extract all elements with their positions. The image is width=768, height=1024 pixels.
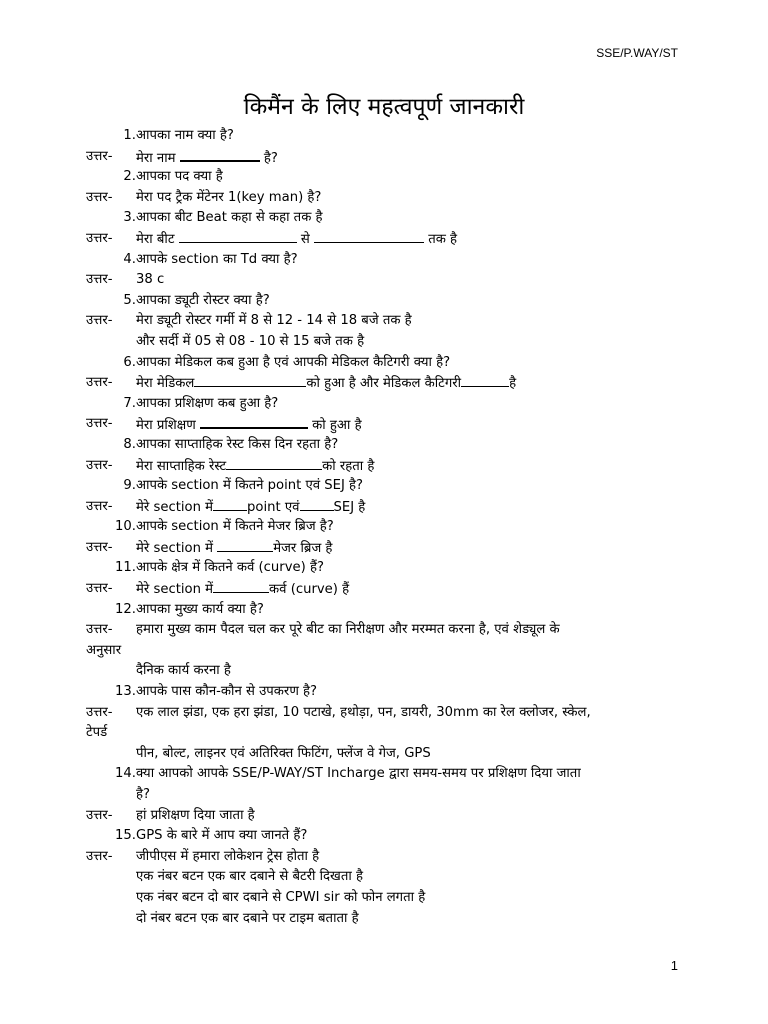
question-5: [86, 291, 686, 312]
question-number: 2.: [123, 169, 136, 185]
document-title: किमैंन के लिए महत्वपूर्ण जानकारी: [243, 94, 525, 120]
answer-11: [86, 579, 686, 600]
question-14-continued: [86, 785, 686, 806]
question-text: क्या आपको आपके SSE/P-WAY/ST Incharge द्वारा समय-समय पर प्रशिक्षण दिया जाता: [136, 766, 581, 782]
answer-text: हमारा मुख्य काम पैदल चल कर पूरे बीट का निरीक्षण और मरम्मत करना है, एवं शेड्यूल के: [136, 622, 560, 638]
answer-label: उत्तर-: [86, 230, 113, 246]
fill-blank: [300, 497, 334, 511]
answer-text: मेजर ब्रिज है: [273, 540, 333, 556]
answer-13-wrap: [86, 723, 686, 744]
question-text: आपका प्रशिक्षण कब हुआ है?: [136, 395, 279, 411]
question-9: [86, 476, 686, 497]
answer-text: अनुसार: [86, 642, 122, 658]
question-text: आपके section में कितने मेजर ब्रिज है?: [136, 519, 334, 535]
question-12: [86, 600, 686, 621]
answer-text: पीन, बोल्ट, लाइनर एवं अतिरिक्त फिटिंग, फ्लेंज वे गेज, GPS: [136, 745, 431, 761]
answer-13: [86, 703, 686, 724]
fill-blank: [213, 579, 269, 593]
answer-15-continued-3: [86, 909, 686, 930]
answer-text: मेरा साप्ताहिक रेस्ट: [136, 458, 227, 474]
question-4: [86, 250, 686, 271]
answer-text: एक नंबर बटन दो बार दबाने से CPWI sir को फोन लगता है: [136, 889, 426, 905]
answer-label: उत्तर-: [86, 375, 113, 391]
answer-text: से: [300, 231, 310, 247]
answer-2: [86, 188, 686, 209]
question-number: 11.: [115, 560, 136, 576]
answer-text: मेरा ड्यूटी रोस्टर गर्मी में 8 से 12 - 14 से 18 बजे तक है: [136, 313, 412, 329]
answer-text: तक है: [428, 231, 458, 247]
answer-text: मेरा पद ट्रैक मेंटेनर 1(key man) है?: [136, 189, 322, 205]
question-8: [86, 435, 686, 456]
question-text: आपके क्षेत्र में कितने कर्व (curve) हैं?: [136, 560, 324, 576]
answer-text: है?: [263, 150, 278, 166]
question-text: आपका बीट Beat कहा से कहा तक है: [136, 210, 323, 226]
answer-4: [86, 270, 686, 291]
answer-text: दैनिक कार्य करना है: [136, 663, 231, 679]
answer-text: जीपीएस में हमारा लोकेशन ट्रेस होता है: [136, 848, 320, 864]
answer-text: को रहता है: [322, 458, 375, 474]
answer-text: SEJ है: [333, 499, 366, 515]
answer-10: [86, 538, 686, 559]
fill-blank: [217, 538, 273, 552]
answer-label: उत्तर-: [86, 416, 113, 432]
answer-label: उत्तर-: [86, 848, 113, 864]
question-number: 15.: [115, 828, 136, 844]
answer-12-wrap: [86, 641, 686, 662]
question-number: 14.: [115, 766, 136, 782]
answer-text: दो नंबर बटन एक बार दबाने पर टाइम बताता है: [136, 910, 359, 926]
answer-6: [86, 373, 686, 394]
question-text: आपके section में कितने point एवं SEJ है?: [136, 478, 364, 494]
answer-text: एक लाल झंडा, एक हरा झंडा, 10 पटाखे, हथोड़ा, पन, डायरी, 30mm का रेल क्लोजर, स्केल,: [136, 704, 591, 720]
answer-text: मेरे section में: [136, 540, 214, 556]
question-text: आपका मुख्य कार्य क्या है?: [136, 601, 264, 617]
answer-text: मेरा मेडिकल: [136, 376, 195, 392]
answer-15-continued-1: [86, 867, 686, 888]
header-code: SSE/P.WAY/ST: [596, 46, 678, 60]
answer-label: उत्तर-: [86, 189, 113, 205]
answer-text: हां प्रशिक्षण दिया जाता है: [136, 807, 255, 823]
question-11: [86, 558, 686, 579]
question-text: आपका साप्ताहिक रेस्ट किस दिन रहता है?: [136, 436, 339, 452]
question-2: [86, 167, 686, 188]
answer-label: उत्तर-: [86, 313, 113, 329]
fill-blank: [200, 414, 308, 429]
answer-1: [86, 147, 686, 168]
question-number: 10.: [115, 519, 136, 535]
question-15: [86, 826, 686, 847]
answer-5: [86, 311, 686, 332]
answer-text: एक नंबर बटन एक बार दबाने से बैटरी दिखता है: [136, 869, 363, 885]
question-text: GPS के बारे में आप क्या जानते हैं?: [136, 828, 308, 844]
question-10: [86, 517, 686, 538]
question-text: आपका ड्यूटी रोस्टर क्या है?: [136, 292, 270, 308]
question-number: 7.: [123, 395, 136, 411]
answer-label: उत्तर-: [86, 622, 113, 638]
question-3: [86, 208, 686, 229]
answer-text: मेरा बीट: [136, 231, 175, 247]
answer-label: उत्तर-: [86, 704, 113, 720]
answer-14: [86, 806, 686, 827]
question-number: 9.: [123, 478, 136, 494]
fill-blank: [213, 497, 247, 511]
answer-text: मेरा प्रशिक्षण: [136, 418, 196, 434]
fill-blank: [226, 456, 322, 470]
answer-text: मेरा नाम: [136, 150, 176, 166]
answer-label: उत्तर-: [86, 148, 113, 164]
answer-label: उत्तर-: [86, 807, 113, 823]
answer-label: उत्तर-: [86, 457, 113, 473]
question-number: 8.: [123, 436, 136, 452]
question-1: [86, 126, 686, 147]
fill-blank: [461, 373, 509, 387]
answer-7: [86, 414, 686, 435]
question-number: 3.: [123, 210, 136, 226]
answer-label: उत्तर-: [86, 539, 113, 555]
question-text: आपके section का Td क्या है?: [136, 251, 298, 267]
answer-text: को हुआ है: [312, 418, 362, 434]
answer-label: उत्तर-: [86, 498, 113, 514]
question-text: आपका नाम क्या है?: [136, 128, 234, 143]
answer-text: मेरे section में: [136, 499, 214, 515]
answer-text: और सर्दी में 05 से 08 - 10 से 15 बजे तक है: [136, 333, 365, 349]
answer-12-continued: [86, 661, 686, 682]
answer-label: उत्तर-: [86, 272, 113, 288]
qa-list: [86, 126, 686, 929]
question-number: 6.: [123, 354, 136, 370]
fill-blank: [194, 373, 306, 387]
answer-text: कर्व (curve) हैं: [269, 582, 350, 598]
answer-13-continued: [86, 744, 686, 765]
answer-15-continued-2: [86, 888, 686, 909]
question-text: आपका मेडिकल कब हुआ है एवं आपकी मेडिकल कैटिगरी क्या है?: [136, 354, 451, 370]
fill-blank: [179, 229, 297, 243]
answer-text: 38 c: [136, 272, 165, 288]
page-number: 1: [670, 958, 678, 973]
question-6: [86, 353, 686, 374]
question-text: आपके पास कौन-कौन से उपकरण है?: [136, 684, 318, 700]
answer-text: point एवं: [247, 499, 300, 515]
answer-text: मेरे section में: [136, 582, 214, 598]
question-number: 12.: [115, 601, 136, 617]
answer-8: [86, 456, 686, 477]
answer-text: है: [509, 376, 517, 392]
answer-9: [86, 497, 686, 518]
question-number: 13.: [115, 684, 136, 700]
fill-blank: [314, 229, 424, 243]
answer-text: को हुआ है और मेडिकल कैटिगरी: [306, 376, 462, 392]
question-number: 4.: [123, 251, 136, 267]
answer-12: [86, 620, 686, 641]
answer-text: टेपर्ड: [86, 725, 108, 741]
question-7: [86, 394, 686, 415]
question-text: आपका पद क्या है: [136, 169, 223, 185]
question-number: 1.: [123, 128, 136, 143]
fill-blank: [180, 147, 260, 162]
answer-15: [86, 847, 686, 868]
question-14: [86, 764, 686, 785]
question-13: [86, 682, 686, 703]
answer-3: [86, 229, 686, 250]
answer-label: उत्तर-: [86, 581, 113, 597]
question-number: 5.: [123, 292, 136, 308]
answer-5-continued: [86, 332, 686, 353]
question-text: है?: [136, 787, 151, 802]
